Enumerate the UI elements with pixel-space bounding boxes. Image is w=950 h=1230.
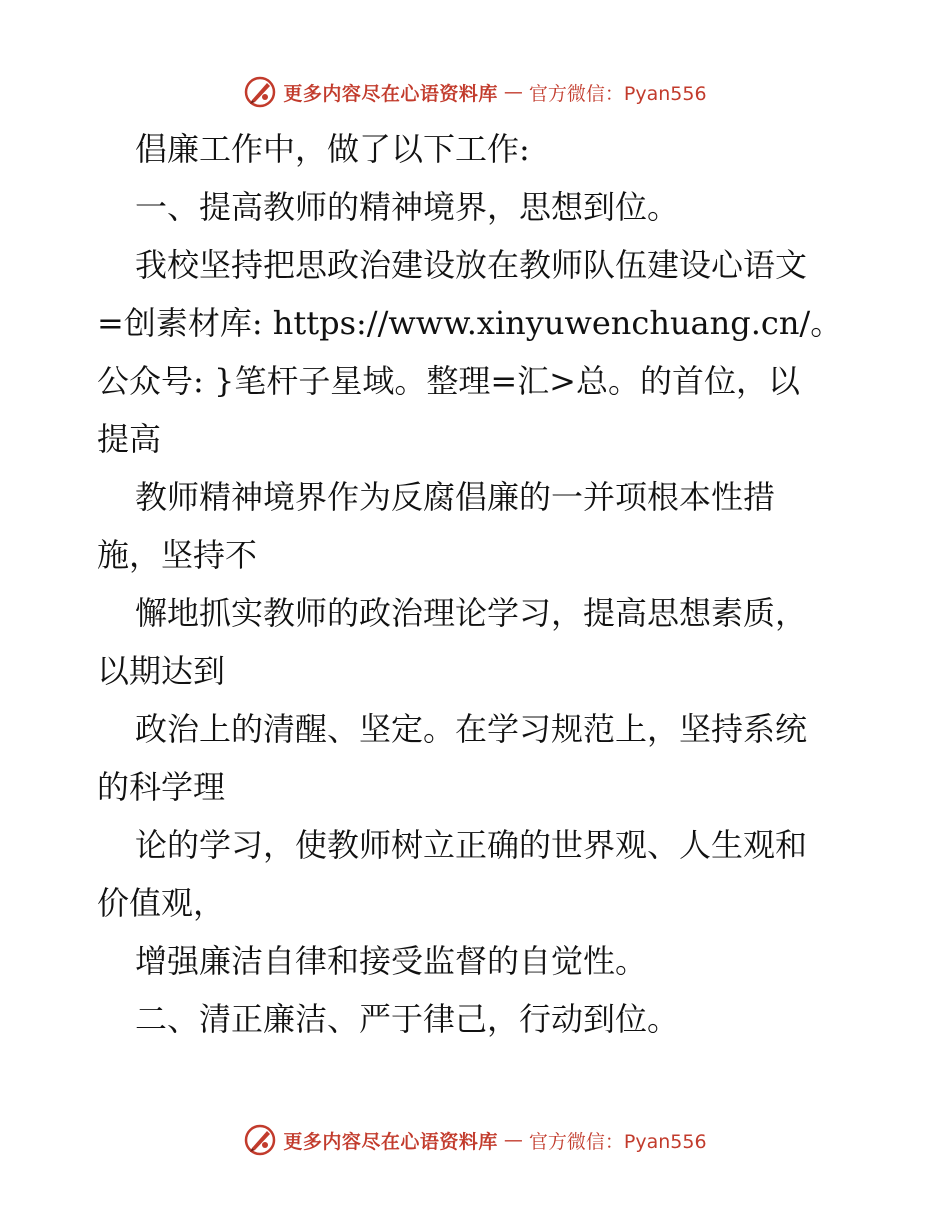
- header-site-text: 更多内容尽在心语资料库: [283, 82, 498, 105]
- text-line: 一、提高教师的精神境界，思想到位。: [135, 188, 680, 226]
- text-line: 论的学习，使教师树立正确的世界观、人生观和: [135, 826, 808, 864]
- footer-separator: —: [503, 1129, 523, 1151]
- text-line: =创素材库: https://www.xinyuwenchuang.cn/。: [97, 304, 843, 342]
- text-line: 价值观，: [97, 884, 226, 922]
- text-line: 的科学理: [97, 768, 226, 806]
- footer-watermark: [0, 1120, 950, 1160]
- footer-site-text: 更多内容尽在心语资料库: [283, 1130, 498, 1153]
- text-line: 教师精神境界作为反腐倡廉的一并项根本性措: [135, 478, 776, 516]
- text-line: 我校坚持把思政治建设放在教师队伍建设心语文: [135, 246, 808, 284]
- text-line: 公众号: }笔杆子星域。整理=汇>总。的首位，以: [97, 362, 800, 400]
- footer-wechat-text: 官方微信：Pyan556: [528, 1130, 707, 1153]
- document-body: [97, 120, 857, 1048]
- header-watermark: [0, 72, 950, 112]
- header-wechat-text: 官方微信：Pyan556: [528, 82, 707, 105]
- text-line: 懈地抓实教师的政治理论学习，提高思想素质，: [135, 594, 808, 632]
- text-line: 以期达到: [97, 652, 226, 690]
- text-line: 二、清正廉洁、严于律己，行动到位。: [135, 1000, 680, 1038]
- text-line: 倡廉工作中，做了以下工作:: [135, 130, 530, 168]
- text-line: 施，坚持不: [97, 536, 258, 574]
- text-line: 政治上的清醒、坚定。在学习规范上，坚持系统: [135, 710, 808, 748]
- text-line: 提高: [97, 420, 162, 458]
- quill-pen-logo-icon: [243, 1123, 277, 1157]
- text-line: 增强廉洁自律和接受监督的自觉性。: [135, 942, 648, 980]
- quill-pen-logo-icon: [243, 75, 277, 109]
- header-separator: —: [503, 81, 523, 103]
